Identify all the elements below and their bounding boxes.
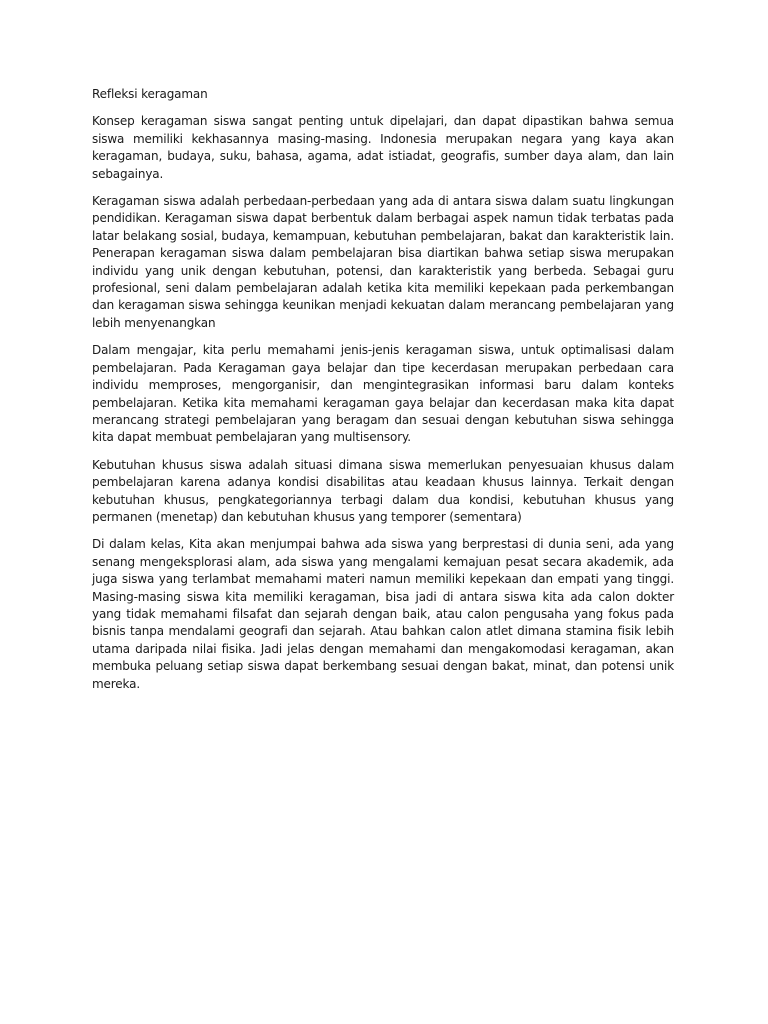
document-title: Refleksi keragaman (92, 87, 208, 101)
document-page (92, 86, 674, 703)
paragraph-2: Keragaman siswa adalah perbedaan-perbedaan yang ada di antara siswa dalam suatu lingkungan pendidikan. Keragaman siswa dapat berbentuk dalam berbagai aspek namun tidak terbatas pada latar belakang sosial, budaya, kemampuan, kebutuhan pembelajaran, bakat dan karakteristik lain. Penerapan keragaman siswa dalam pembelajaran bisa diartikan bahwa setiap siswa merupakan individu yang unik dengan kebutuhan, potensi, dan karakteristik yang berbeda. Sebagai guru profesional, seni dalam pembelajaran adalah ketika kita memiliki kepekaan pada perkembangan dan keragaman siswa sehingga keunikan menjadi kekuatan dalam merancang pembelajaran yang lebih menyenangkan (92, 194, 674, 330)
paragraph-5: Di dalam kelas, Kita akan menjumpai bahwa ada siswa yang berprestasi di dunia seni, ada yang senang mengeksplorasi alam, ada siswa yang mengalami kemajuan pesat secara akademik, ada juga siswa yang terlambat memahami materi namun memiliki kepekaan dan empati yang tinggi. Masing-masing siswa kita memiliki keragaman, bisa jadi di antara siswa kita ada calon dokter yang tidak memahami filsafat dan sejarah dengan baik, atau calon pengusaha yang fokus pada bisnis tanpa mendalami geografi dan sejarah. Atau bahkan calon atlet dimana stamina fisik lebih utama daripada nilai fisika. Jadi jelas dengan memahami dan mengakomodasi keragaman, akan membuka peluang setiap siswa dapat berkembang sesuai dengan bakat, minat, dan potensi unik mereka. (92, 537, 674, 691)
paragraph-1: Konsep keragaman siswa sangat penting untuk dipelajari, dan dapat dipastikan bahwa semua siswa memiliki kekhasannya masing-masing. Indonesia merupakan negara yang kaya akan keragaman, budaya, suku, bahasa, agama, adat istiadat, geografis, sumber daya alam, dan lain sebagainya. (92, 114, 674, 181)
paragraph-3: Dalam mengajar, kita perlu memahami jenis-jenis keragaman siswa, untuk optimalisasi dalam pembelajaran. Pada Keragaman gaya belajar dan tipe kecerdasan merupakan perbedaan cara individu memproses, mengorganisir, dan mengintegrasikan informasi baru dalam konteks pembelajaran. Ketika kita memahami keragaman gaya belajar dan kecerdasan maka kita dapat merancang strategi pembelajaran yang beragam dan sesuai dengan kebutuhan siswa sehingga kita dapat membuat pembelajaran yang multisensory. (92, 343, 674, 445)
paragraph-4: Kebutuhan khusus siswa adalah situasi dimana siswa memerlukan penyesuaian khusus dalam pembelajaran karena adanya kondisi disabilitas atau keadaan khusus lainnya. Terkait dengan kebutuhan khusus, pengkategoriannya terbagi dalam dua kondisi, kebutuhan khusus yang permanen (menetap) dan kebutuhan khusus yang temporer (sementara) (92, 457, 674, 524)
